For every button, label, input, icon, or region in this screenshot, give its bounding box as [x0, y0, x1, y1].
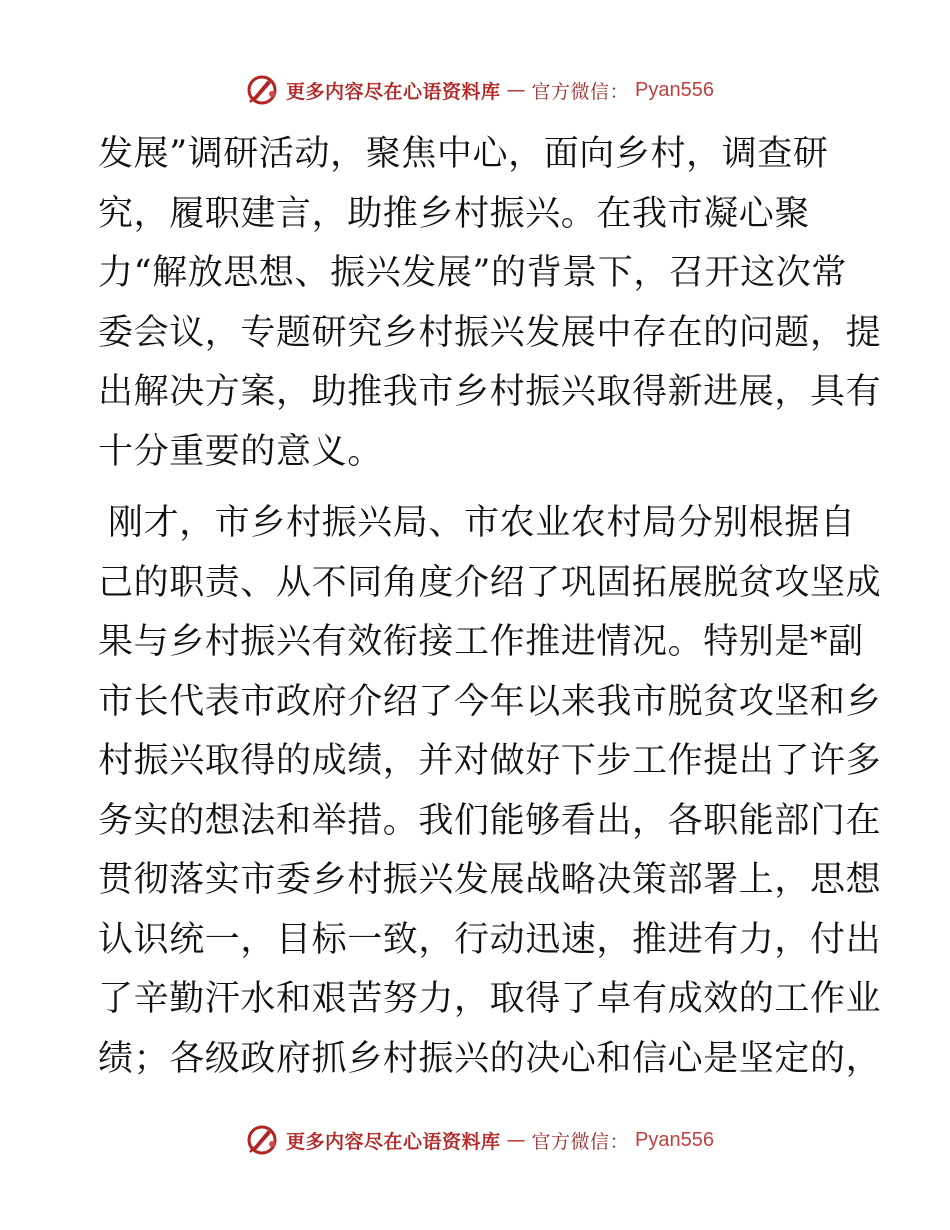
- watermark-text: 更多内容尽在心语资料库: [286, 80, 501, 103]
- text-line: 村振兴取得的成绩，并对做好下步工作提出了许多: [98, 741, 882, 781]
- quill-logo-icon: [244, 1122, 280, 1158]
- watermark-account-id: Pyan556: [635, 1128, 714, 1151]
- text-line: 务实的想法和举措。我们能够看出，各职能部门在: [98, 800, 882, 841]
- watermark-account-id: Pyan556: [635, 78, 714, 101]
- text-line: 力“解放思想、振兴发展”的背景下，召开这次常: [98, 253, 847, 293]
- text-line: 出解决方案，助推我市乡村振兴取得新进展，具有: [98, 372, 882, 412]
- text-line: 市长代表市政府介绍了今年以来我市脱贫攻坚和乡: [98, 681, 882, 722]
- document-body: [98, 125, 882, 1089]
- text-line: 己的职责、从不同角度介绍了巩固拓展脱贫攻坚成: [98, 562, 882, 603]
- text-line: 发展”调研活动，聚焦中心，面向乡村，调查研: [98, 134, 829, 174]
- footer-watermark: [0, 1118, 950, 1162]
- watermark-separator: —: [506, 1129, 526, 1151]
- quill-logo-icon: [244, 72, 280, 108]
- text-line: 了辛勤汗水和艰苦努力，取得了卓有成效的工作业: [98, 979, 882, 1019]
- watermark-account-label: 官方微信：: [531, 1130, 630, 1153]
- text-line: 究，履职建言，助推乡村振兴。在我市凝心聚: [98, 193, 811, 234]
- paragraph-gap: [98, 482, 858, 494]
- paragraph-1: [98, 125, 882, 482]
- header-watermark: [0, 68, 950, 112]
- text-line: 果与乡村振兴有效衔接工作推进情况。特别是*副: [98, 622, 864, 662]
- text-line: 贯彻落实市委乡村振兴发展战略决策部署上，思想: [98, 860, 882, 900]
- text-line: 十分重要的意义。: [98, 431, 383, 472]
- watermark-account-label: 官方微信：: [531, 80, 630, 103]
- watermark-text: 更多内容尽在心语资料库: [286, 1130, 501, 1153]
- text-line: 绩；各级政府抓乡村振兴的决心和信心是坚定的，: [98, 1038, 882, 1079]
- text-line: 委会议，专题研究乡村振兴发展中存在的问题，提: [98, 312, 882, 353]
- text-line: 刚才，市乡村振兴局、市农业农村局分别根据自: [108, 503, 856, 543]
- paragraph-2: [98, 494, 882, 1089]
- text-line: 认识统一，目标一致，行动迅速，推进有力，付出: [98, 919, 882, 960]
- watermark-separator: —: [506, 79, 526, 101]
